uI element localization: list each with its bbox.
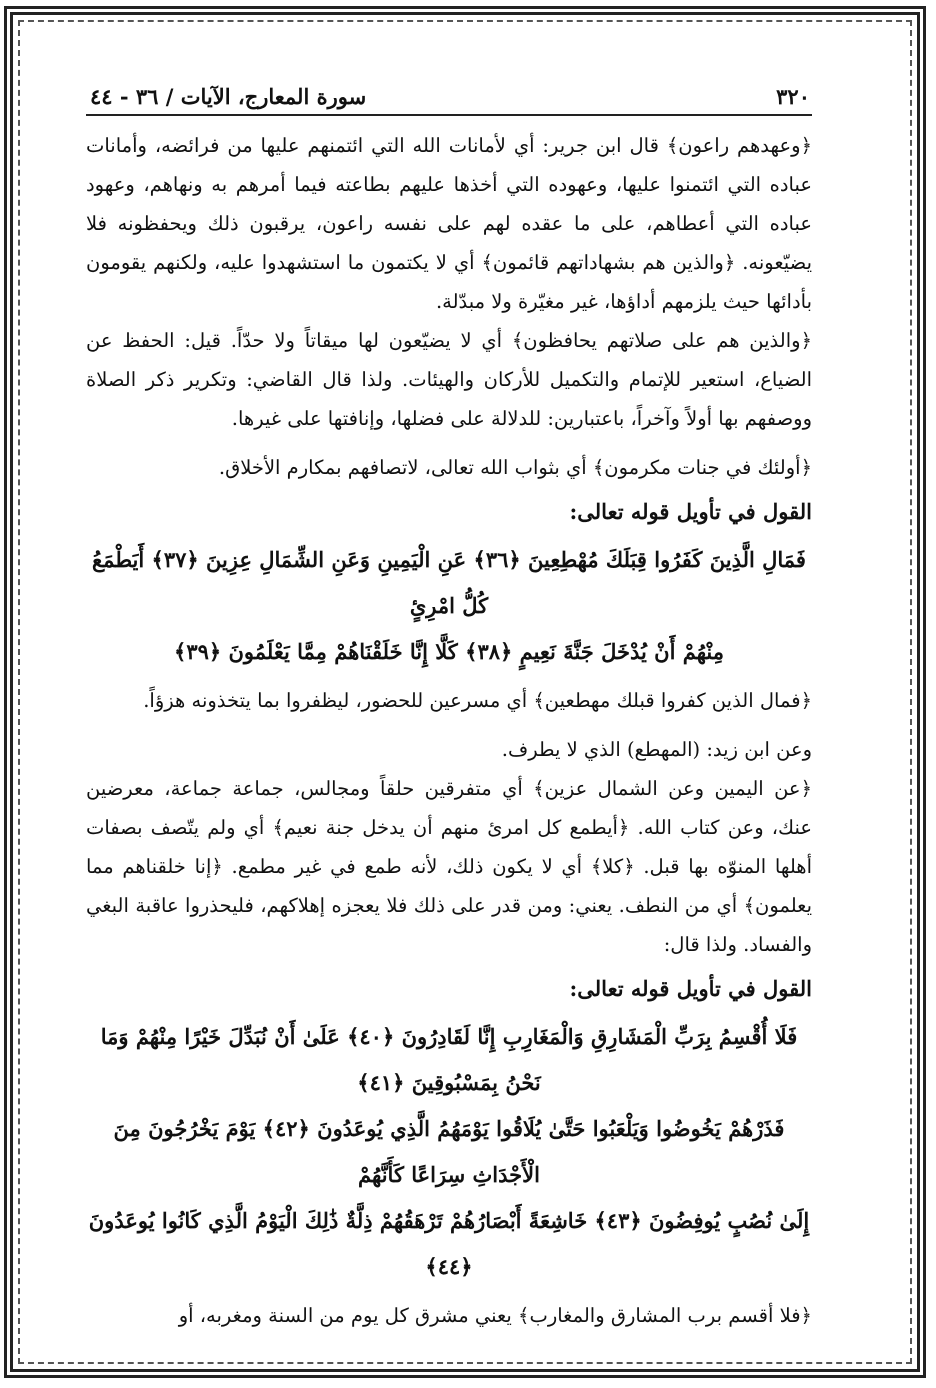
quran-verses-block xyxy=(86,537,812,675)
section-heading: القول في تأويل قوله تعالى: xyxy=(569,976,812,1001)
book-page xyxy=(86,80,812,1370)
page-number: ٣٢٠ xyxy=(776,84,810,109)
paragraph: ﴿فلا أقسم برب المشارق والمغارب﴾ يعني مشرق كل يوم من السنة ومغربه، أو xyxy=(178,1304,812,1327)
verse-line: فَلَا أُقْسِمُ بِرَبِّ الْمَشَارِقِ وَالْمَغَارِبِ إِنَّا لَقَادِرُونَ ﴿٤٠﴾ عَلَىٰ أَنْ نُبَدِّلَ خَيْرًا مِنْهُمْ وَمَا نَحْنُ بِمَسْبُوقِينَ ﴿٤١﴾ xyxy=(100,1024,798,1095)
page-header xyxy=(86,80,812,116)
paragraph: ﴿وعهدهم راعون﴾ قال ابن جرير: أي لأمانات الله التي ائتمنهم عليها من فرائضه، وأمانات عباده التي ائتمنوا عليها، وعهوده التي أخذها عليهم بطاعته فيما أمرهم به ونهاهم، وعهود عباده التي أعطاهم، على ما عقده لهم على نفسه راعون، يرقبون ذلك ويحفظونه فلا يضيّعونه. ﴿والذين هم بشهاداتهم قائمون﴾ أي لا يكتمون ما استشهدوا عليه، ولكنهم يقومون بأدائها حيث يلزمهم أداؤها، غير مغيّرة ولا مبدّلة. xyxy=(86,134,812,313)
verse-line: فَذَرْهُمْ يَخُوضُوا وَيَلْعَبُوا حَتَّىٰ يُلَاقُوا يَوْمَهُمُ الَّذِي يُوعَدُونَ ﴿٤٢﴾ يَوْمَ يَخْرُجُونَ مِنَ الْأَجْدَاثِ سِرَاعًا كَأَنَّهُمْ xyxy=(113,1116,785,1187)
paragraph: ﴿والذين هم على صلاتهم يحافظون﴾ أي لا يضيّعون لها ميقاتاً ولا حدّاً. قيل: الحفظ عن الضياع، استعير للإتمام والتكميل للأركان والهيئات. ولذا قال القاضي: وتكرير ذكر الصلاة ووصفهم بها أولاً وآخراً، باعتبارين: للدلالة على فضلها، وإنافتها على غيرها. xyxy=(86,329,812,430)
paragraph: ﴿عن اليمين وعن الشمال عزين﴾ أي متفرقين حلقاً ومجالس، جماعة جماعة، معرضين عنك، وعن كتاب الله. ﴿أيطمع كل امرئ منهم أن يدخل جنة نعيم﴾ أي ولم يتّصف بصفات أهلها المنوّه بها قبل. ﴿كلا﴾ أي لا يكون ذلك، لأنه طمع في غير مطمع. ﴿إنا خلقناهم مما يعلمون﴾ أي من النطف. يعني: ومن قدر على ذلك فلا يعجزه إهلاكهم، فليحذروا عاقبة البغي والفساد. ولذا قال: xyxy=(86,777,812,956)
section-heading: القول في تأويل قوله تعالى: xyxy=(569,499,812,524)
surah-reference: سورة المعارج، الآيات / ٣٦ - ٤٤ xyxy=(90,84,367,109)
quran-verses-block xyxy=(86,1014,812,1290)
verse-line: فَمَالِ الَّذِينَ كَفَرُوا قِبَلَكَ مُهْطِعِينَ ﴿٣٦﴾ عَنِ الْيَمِينِ وَعَنِ الشِّمَالِ عِزِينَ ﴿٣٧﴾ أَيَطْمَعُ كُلُّ امْرِئٍ xyxy=(92,547,806,618)
body-text xyxy=(86,126,812,1335)
paragraph: ﴿أولئك في جنات مكرمون﴾ أي بثواب الله تعالى، لاتصافهم بمكارم الأخلاق. xyxy=(218,456,812,479)
paragraph: وعن ابن زيد: (المهطع) الذي لا يطرف. xyxy=(501,738,812,761)
verse-line: مِنْهُمْ أَنْ يُدْخَلَ جَنَّةَ نَعِيمٍ ﴿٣٨﴾ كَلَّا إِنَّا خَلَقْنَاهُمْ مِمَّا يَعْلَمُونَ ﴿٣٩﴾ xyxy=(174,639,724,664)
verse-line: إِلَىٰ نُصُبٍ يُوفِضُونَ ﴿٤٣﴾ خَاشِعَةً أَبْصَارُهُمْ تَرْهَقُهُمْ ذِلَّةٌ ذَٰلِكَ الْيَوْمُ الَّذِي كَانُوا يُوعَدُونَ ﴿٤٤﴾ xyxy=(88,1208,810,1279)
paragraph: ﴿فمال الذين كفروا قبلك مهطعين﴾ أي مسرعين للحضور، ليظفروا بما يتخذونه هزؤاً. xyxy=(143,689,812,712)
